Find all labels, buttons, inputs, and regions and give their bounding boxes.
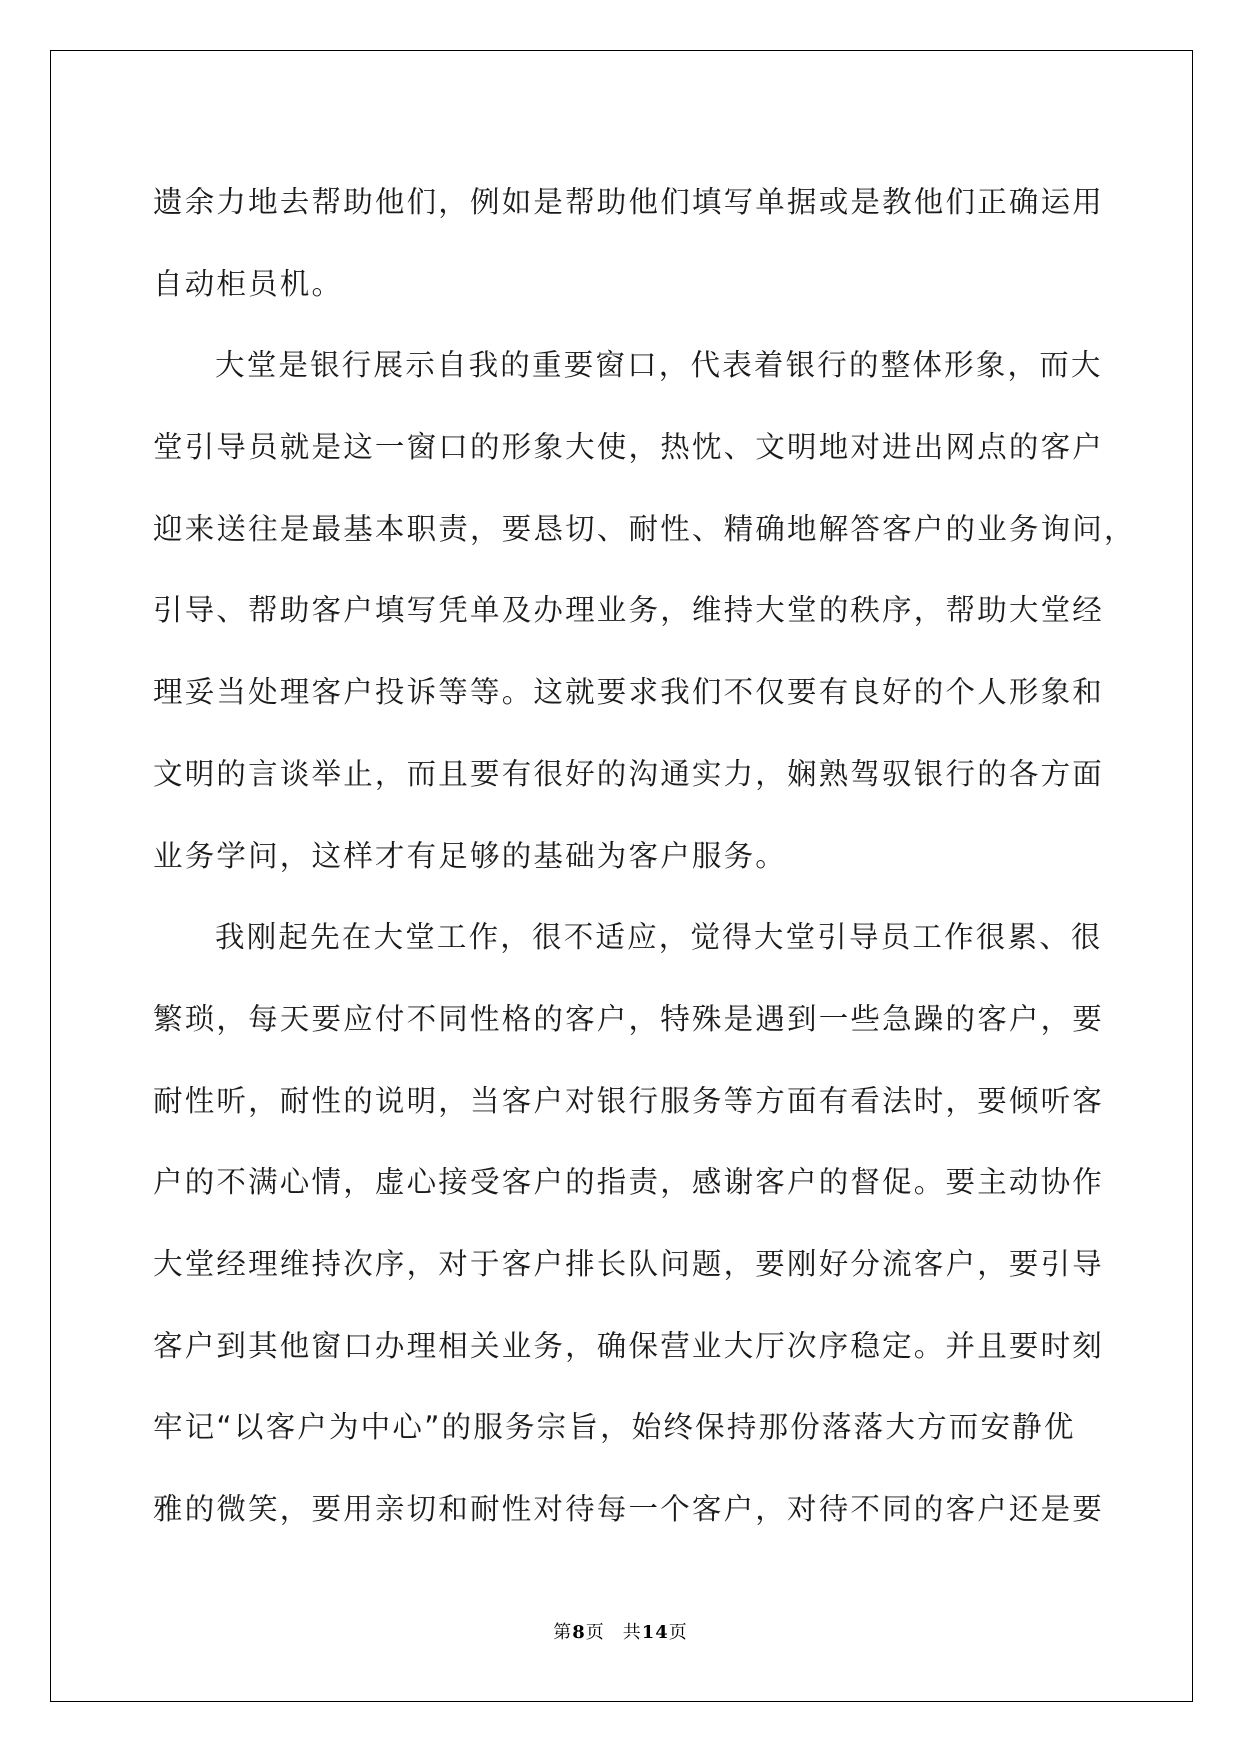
text-line: 引导、帮助客户填写凭单及办理业务，维持大堂的秩序，帮助大堂经 [153,593,1105,628]
text-line: 理妥当处理客户投诉等等。这就要求我们不仅要有良好的个人形象和 [153,675,1105,710]
text-line: 文明的言谈举止，而且要有很好的沟通实力，娴熟驾驭银行的各方面 [153,756,1105,791]
page-suffix: 页 [585,1622,605,1643]
paragraph-start-line: 大堂是银行展示自我的重要窗口，代表着银行的整体形象，而大 [215,348,1103,383]
text-line: 堂引导员就是这一窗口的形象大使，热忱、文明地对进出网点的客户 [153,430,1105,465]
text-line: 耐性听，耐性的说明，当客户对银行服务等方面有看法时，要倾听客 [153,1083,1105,1118]
text-line: 大堂经理维持次序，对于客户排长队问题，要刚好分流客户，要引导 [153,1246,1105,1281]
text-line: 遗余力地去帮助他们，例如是帮助他们填写单据或是教他们正确运用 [153,185,1105,219]
page-number: 8 [572,1622,586,1643]
total-prefix: 共 [622,1622,642,1643]
text-line: 迎来送往是最基本职责，要恳切、耐性、精确地解答客户的业务询问， [153,511,1136,546]
total-pages: 14 [641,1622,669,1643]
document-body [153,162,1136,1551]
paragraph-start-line: 我刚起先在大堂工作，很不适应，觉得大堂引导员工作很累、很 [215,920,1103,955]
text-line: 自动柜员机。 [153,266,344,301]
text-line: 牢记“以客户为中心”的服务宗旨，始终保持那份落落大方而安静优 [153,1410,1076,1445]
text-line: 户的不满心情，虚心接受客户的指责，感谢客户的督促。要主动协作 [153,1165,1105,1200]
text-line: 繁琐，每天要应付不同性格的客户，特殊是遇到一些急躁的客户，要 [153,1001,1105,1036]
page-prefix: 第 [553,1622,573,1643]
total-suffix: 页 [668,1622,688,1643]
text-line: 雅的微笑，要用亲切和耐性对待每一个客户，对待不同的客户还是要 [153,1492,1105,1526]
text-line: 业务学问，这样才有足够的基础为客户服务。 [153,838,788,873]
page-footer [0,1618,1241,1644]
text-line: 客户到其他窗口办理相关业务，确保营业大厅次序稳定。并且要时刻 [153,1328,1105,1363]
